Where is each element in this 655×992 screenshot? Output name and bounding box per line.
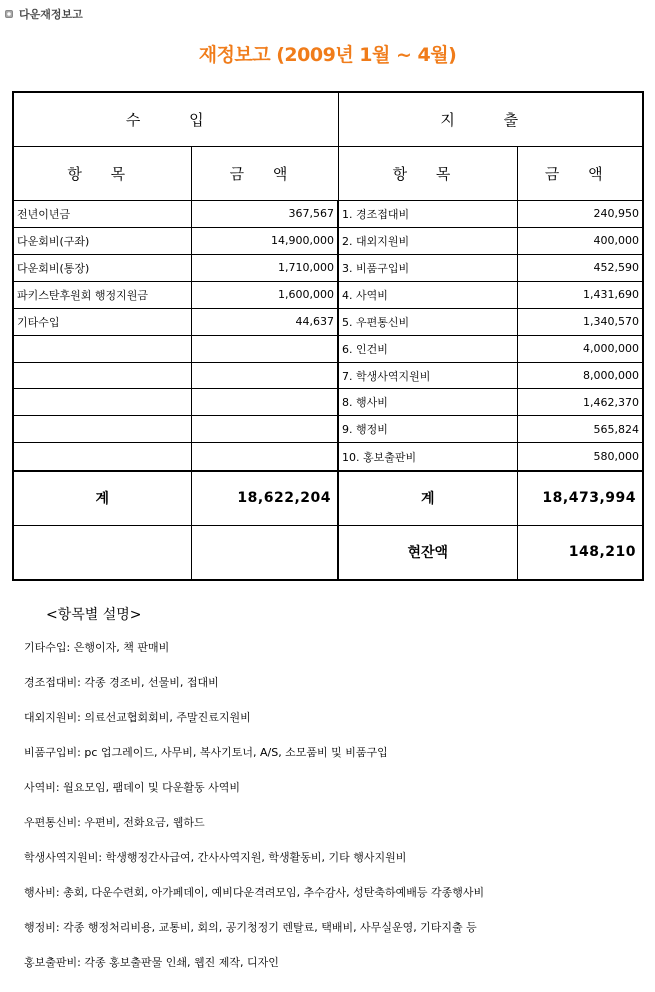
- expense-amount: 4,000,000: [517, 335, 643, 362]
- expense-amount-header: 금 액: [517, 147, 643, 201]
- expense-amount: 1,340,570: [517, 308, 643, 335]
- breadcrumb: [5, 6, 83, 22]
- note-item: 경조접대비: 각종 경조비, 선물비, 접대비: [24, 676, 219, 689]
- table-row: [13, 254, 643, 281]
- income-amount: [191, 389, 338, 416]
- expense-header: 지 출: [338, 92, 643, 147]
- table-row: [13, 335, 643, 362]
- expense-item: 1. 경조접대비: [338, 201, 517, 228]
- table-row: [13, 227, 643, 254]
- expense-item: 5. 우편통신비: [338, 308, 517, 335]
- breadcrumb-label: 다운재정보고: [19, 8, 83, 21]
- total-row: [13, 471, 643, 526]
- income-total-label: 계: [13, 471, 191, 526]
- expense-amount: 1,462,370: [517, 389, 643, 416]
- table-row: [13, 416, 643, 443]
- income-header: 수 입: [13, 92, 338, 147]
- notes-title: <항목별 설명>: [46, 607, 142, 623]
- expense-item: 10. 홍보출판비: [338, 443, 517, 471]
- empty-cell: [191, 525, 338, 580]
- expense-amount: 452,590: [517, 254, 643, 281]
- income-amount: [191, 335, 338, 362]
- income-amount: 1,710,000: [191, 254, 338, 281]
- income-amount: [191, 443, 338, 471]
- table-row: [13, 308, 643, 335]
- expense-amount: 565,824: [517, 416, 643, 443]
- expense-item: 6. 인건비: [338, 335, 517, 362]
- page-title: 재정보고 (2009년 1월 ~ 4월): [198, 44, 457, 66]
- income-item: [13, 362, 191, 389]
- bullet-icon: [5, 10, 13, 18]
- empty-cell: [13, 525, 191, 580]
- note-item: 학생사역지원비: 학생행정간사급여, 간사사역지원, 학생활동비, 기타 행사지원비: [24, 851, 407, 864]
- income-total: 18,622,204: [191, 471, 338, 526]
- income-item: 기타수입: [13, 308, 191, 335]
- balance-amount: 148,210: [517, 525, 643, 580]
- finance-table: [12, 91, 644, 581]
- expense-total: 18,473,994: [517, 471, 643, 526]
- income-item: [13, 389, 191, 416]
- section-header-row: [13, 92, 643, 147]
- income-item: [13, 416, 191, 443]
- expense-total-label: 계: [338, 471, 517, 526]
- note-item: 행정비: 각종 행정처리비용, 교통비, 회의, 공기청정기 렌탈료, 택배비, 사무실운영, 기타지출 등: [24, 921, 477, 934]
- expense-amount: 1,431,690: [517, 281, 643, 308]
- expense-amount: 580,000: [517, 443, 643, 471]
- item-notes: [24, 604, 644, 992]
- table-row: [13, 362, 643, 389]
- income-item: 파키스탄후원회 행정지원금: [13, 281, 191, 308]
- expense-item: 8. 행사비: [338, 389, 517, 416]
- income-amount: [191, 362, 338, 389]
- income-item: 전년이년금: [13, 201, 191, 228]
- expense-item: 3. 비품구입비: [338, 254, 517, 281]
- income-amount: 1,600,000: [191, 281, 338, 308]
- income-item: [13, 443, 191, 471]
- note-item: 행사비: 총회, 다운수련회, 아가페데이, 예비다운격려모임, 추수감사, 성탄축하예배등 각종행사비: [24, 886, 485, 899]
- note-item: 대외지원비: 의료선교협회회비, 주말진료지원비: [24, 711, 251, 724]
- note-item: 우편통신비: 우편비, 전화요금, 웹하드: [24, 816, 205, 829]
- income-item-header: 항 목: [13, 147, 191, 201]
- table-row: [13, 443, 643, 471]
- note-item: 사역비: 월요모임, 팸데이 및 다운활동 사역비: [24, 781, 240, 794]
- table-row: [13, 389, 643, 416]
- income-amount: 367,567: [191, 201, 338, 228]
- income-amount: 44,637: [191, 308, 338, 335]
- expense-item: 7. 학생사역지원비: [338, 362, 517, 389]
- expense-amount: 400,000: [517, 227, 643, 254]
- balance-label: 현잔액: [338, 525, 517, 580]
- expense-item: 2. 대외지원비: [338, 227, 517, 254]
- expense-amount: 240,950: [517, 201, 643, 228]
- expense-amount: 8,000,000: [517, 362, 643, 389]
- income-amount-header: 금 액: [191, 147, 338, 201]
- expense-item: 9. 행정비: [338, 416, 517, 443]
- table-row: [13, 201, 643, 228]
- income-amount: [191, 416, 338, 443]
- income-item: 다운회비(통장): [13, 254, 191, 281]
- expense-item: 4. 사역비: [338, 281, 517, 308]
- note-item: 비품구입비: pc 업그레이드, 사무비, 복사기토너, A/S, 소모품비 및 비품구입: [24, 746, 388, 759]
- income-item: 다운회비(구좌): [13, 227, 191, 254]
- notes-list: [24, 642, 644, 992]
- note-item: 기타수입: 은행이자, 책 판매비: [24, 641, 170, 654]
- table-row: [13, 281, 643, 308]
- income-amount: 14,900,000: [191, 227, 338, 254]
- column-header-row: [13, 147, 643, 201]
- note-item: 홍보출판비: 각종 홍보출판물 인쇄, 웹진 제작, 디자인: [24, 956, 279, 969]
- balance-row: [13, 525, 643, 580]
- income-item: [13, 335, 191, 362]
- expense-item-header: 항 목: [338, 147, 517, 201]
